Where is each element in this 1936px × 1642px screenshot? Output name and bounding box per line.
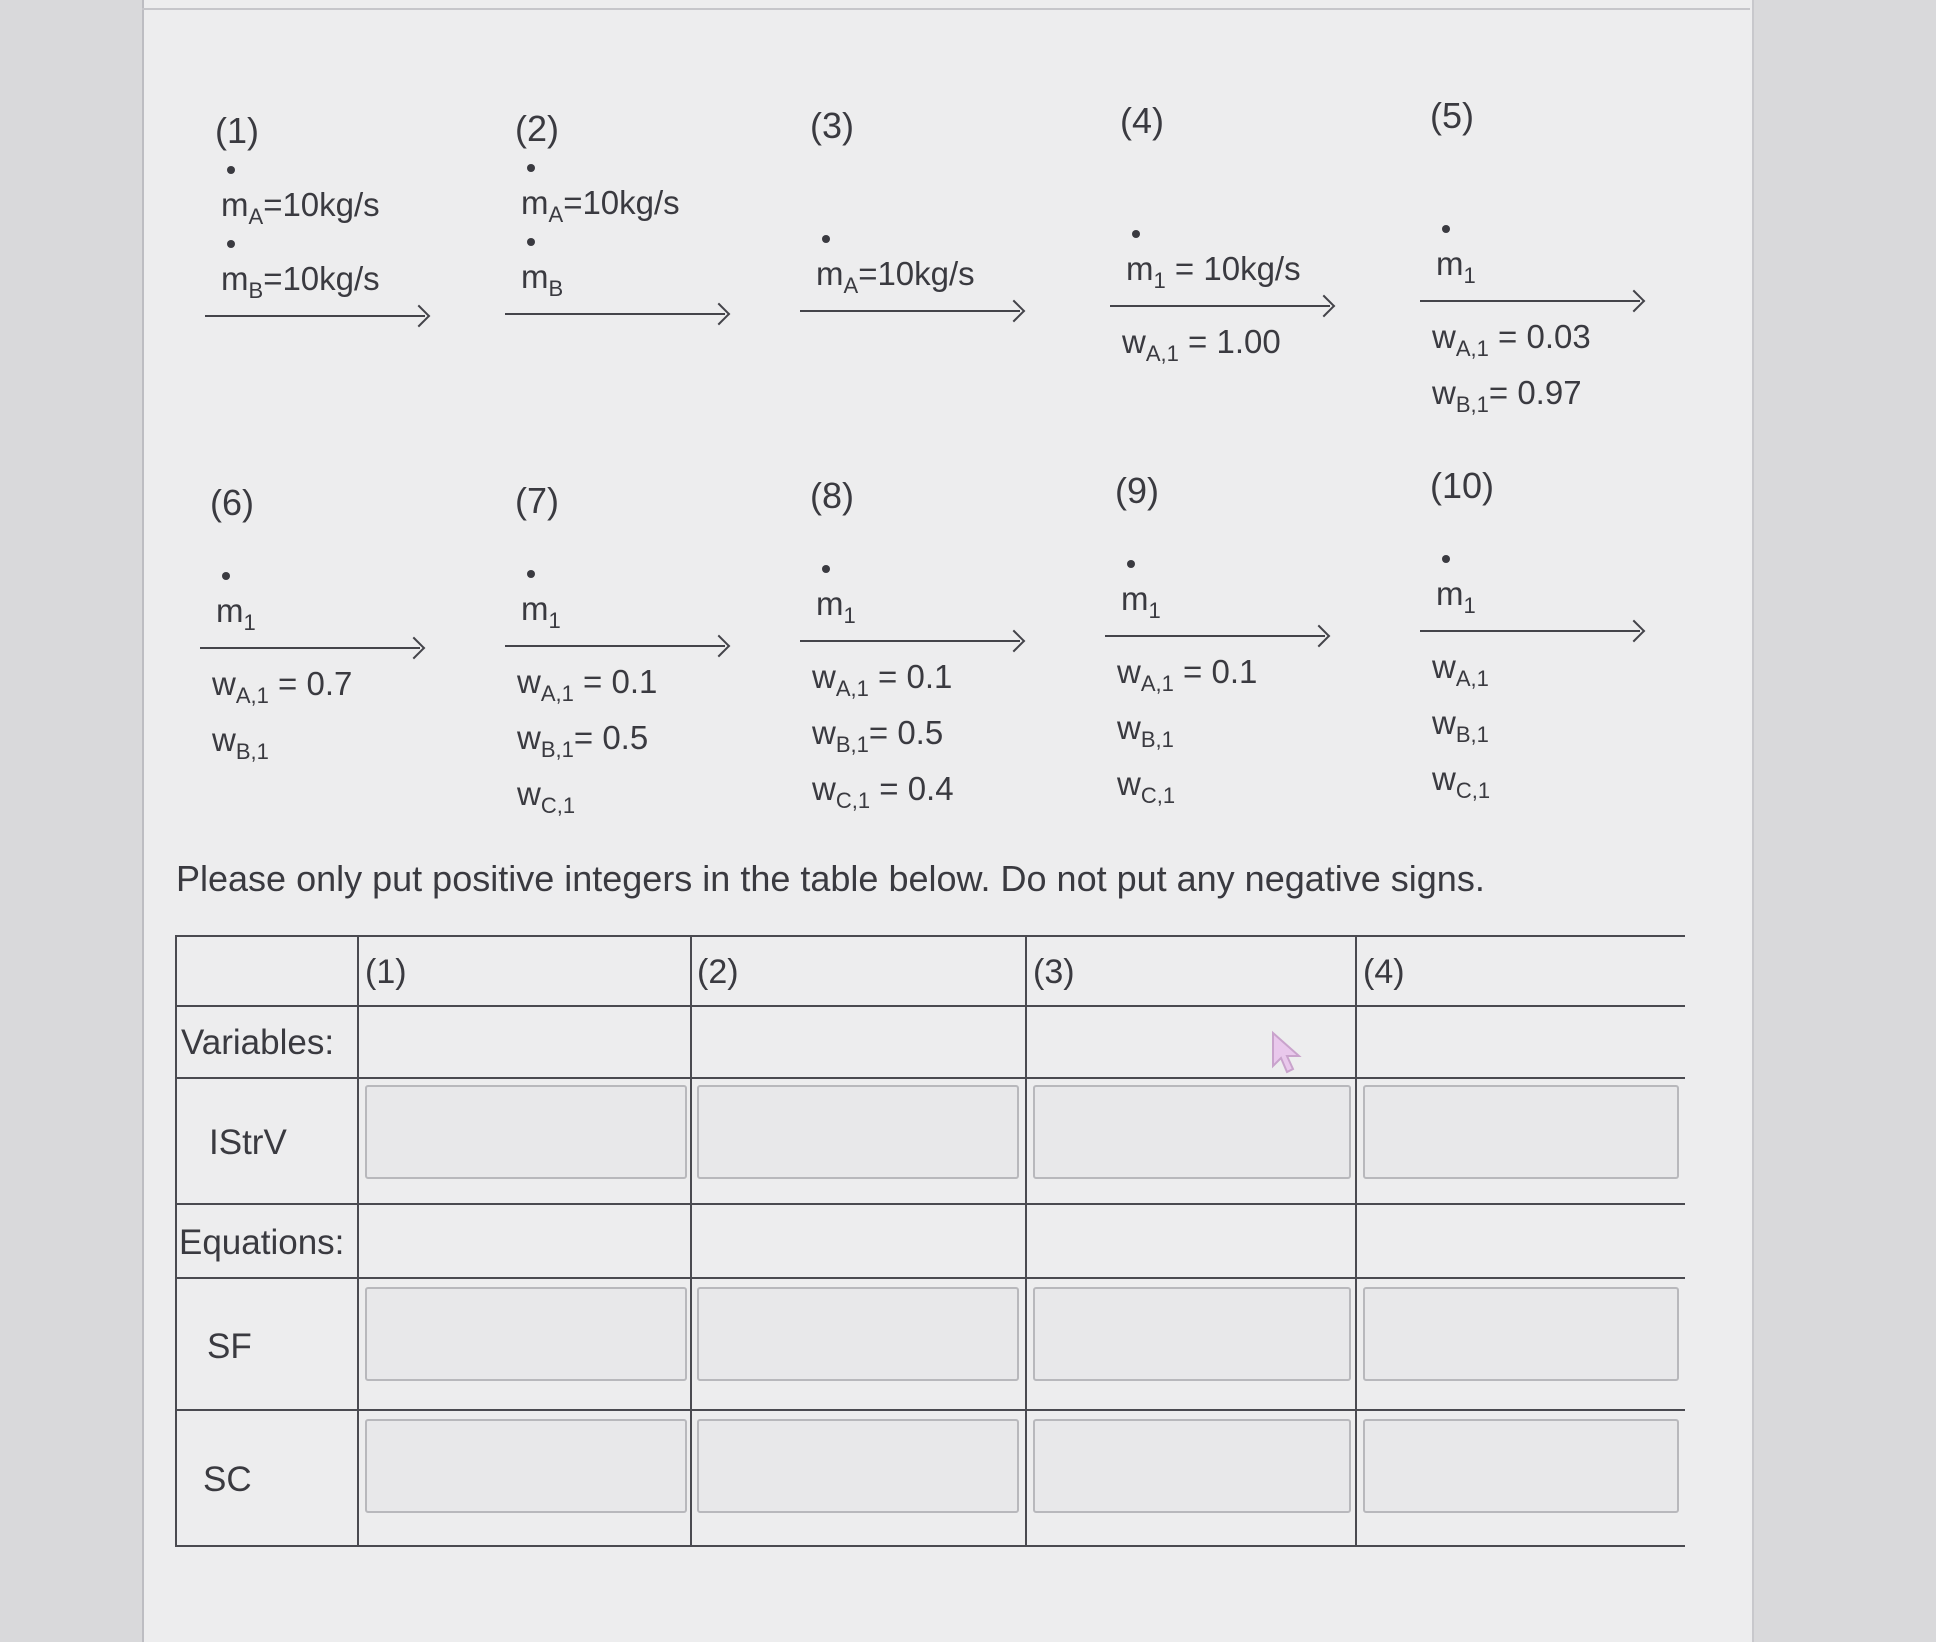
symbol: m [1436,245,1464,282]
istrv-input-1[interactable] [365,1085,687,1179]
subscript: 1 [548,608,561,633]
value: = 0.4 [870,770,954,807]
stream-arrow-icon [200,647,420,649]
fraction-label [812,770,954,814]
column-header-4: (4) [1363,953,1405,991]
symbol: w [517,719,541,756]
mouse-pointer-icon [1270,1030,1304,1076]
stream-arrow-icon [1110,305,1330,307]
sc-input-4[interactable] [1363,1419,1679,1513]
table-line [175,1077,1685,1079]
subscript: 1 [1153,268,1166,293]
table-line [175,935,177,1547]
fraction-label [1117,709,1174,753]
problem-number: (8) [810,475,854,516]
subscript: A,1 [235,683,269,708]
table-line [175,935,1685,937]
table-line [175,1203,1685,1205]
value: = 10kg/s [1165,250,1301,287]
fraction-label [1432,648,1489,692]
flow-dot-icon [527,570,535,578]
fraction-label [212,665,352,709]
flow-dot-icon [227,166,235,174]
stream-arrow-icon [1420,630,1640,632]
istrv-input-3[interactable] [1033,1085,1351,1179]
symbol: m [1126,250,1154,287]
subscript: C,1 [1455,778,1491,803]
stream-problem-3 [800,105,1040,485]
value: = 0.5 [868,714,944,751]
subscript: 1 [843,603,856,628]
fraction-label [1432,374,1582,418]
fraction-label [1432,704,1489,748]
answer-table [175,935,1685,1550]
value: = 1.00 [1178,323,1281,360]
flow-dot-icon [1442,555,1450,563]
flow-label [1126,250,1301,294]
flow-dot-icon [1442,225,1450,233]
value: = 0.97 [1488,374,1582,411]
sf-input-4[interactable] [1363,1287,1679,1381]
subscript: B,1 [1455,392,1489,417]
stream-problem-6 [200,482,440,862]
symbol: w [812,658,836,695]
flow-label [521,590,561,634]
sf-input-1[interactable] [365,1287,687,1381]
subscript: B,1 [1140,727,1174,752]
sc-input-3[interactable] [1033,1419,1351,1513]
top-divider [142,8,1750,10]
fraction-label [1117,653,1257,697]
flow-label [1121,580,1161,624]
flow-label [1436,245,1476,289]
symbol: w [1122,323,1146,360]
fraction-label [812,714,943,758]
subscript: A,1 [1455,336,1489,361]
istrv-input-2[interactable] [697,1085,1019,1179]
symbol: w [212,665,236,702]
subscript: A,1 [1140,671,1174,696]
sc-input-1[interactable] [365,1419,687,1513]
table-line [1355,935,1357,1547]
row-label-sf: SF [207,1327,252,1366]
symbol: m [816,585,844,622]
row-label-equations: Equations: [179,1223,345,1262]
fraction-label [812,658,952,702]
subscript: C,1 [1140,783,1176,808]
symbol: m [521,258,549,295]
value: =10kg/s [563,184,680,221]
flow-dot-icon [227,240,235,248]
subscript: A [548,202,564,227]
sf-input-3[interactable] [1033,1287,1351,1381]
problem-number: (10) [1430,465,1495,506]
stream-problem-4 [1110,100,1350,480]
problem-number: (2) [515,108,559,149]
subscript: A,1 [1455,666,1489,691]
problem-number: (5) [1430,95,1474,136]
istrv-input-4[interactable] [1363,1085,1679,1179]
problem-number: (9) [1115,470,1159,511]
value: = 0.1 [1173,653,1258,690]
flow-dot-icon [527,238,535,246]
symbol: w [517,775,541,812]
flow-label [816,585,856,629]
symbol: w [1117,765,1141,802]
column-header-1: (1) [365,953,407,991]
fraction-label [1117,765,1175,809]
row-label-variables: Variables: [181,1023,335,1062]
row-label-sc: SC [203,1460,252,1499]
symbol: m [1436,575,1464,612]
flow-dot-icon [822,235,830,243]
value: = 0.1 [868,658,953,695]
subscript: B,1 [540,737,574,762]
flow-label [521,184,680,228]
fraction-label [517,663,657,707]
flow-label [221,186,380,230]
symbol: w [1432,374,1456,411]
value: = 0.1 [573,663,658,700]
problem-number: (6) [210,482,254,523]
stream-arrow-icon [1105,635,1325,637]
column-header-3: (3) [1033,953,1075,991]
symbol: m [816,255,844,292]
flow-dot-icon [1127,560,1135,568]
flow-label [221,260,380,304]
stream-arrow-icon [1420,300,1640,302]
sc-input-2[interactable] [697,1419,1019,1513]
flow-dot-icon [222,572,230,580]
symbol: w [1432,760,1456,797]
fraction-label [1122,323,1281,367]
subscript: C,1 [835,788,871,813]
symbol: w [1432,318,1456,355]
symbol: m [1121,580,1149,617]
fraction-label [517,719,648,763]
subscript: 1 [1463,263,1476,288]
fraction-label [212,721,269,765]
table-line [175,1545,1685,1547]
column-header-2: (2) [697,953,739,991]
subscript: C,1 [540,793,576,818]
subscript: 1 [1463,593,1476,618]
symbol: w [812,714,836,751]
subscript: A,1 [540,681,574,706]
table-line [357,935,359,1547]
stream-arrow-icon [505,313,725,315]
subscript: B [548,276,564,301]
value: = 0.03 [1488,318,1591,355]
symbol: w [812,770,836,807]
problem-number: (4) [1120,100,1164,141]
subscript: B,1 [835,732,869,757]
subscript: B [248,278,264,303]
stream-problem-7 [505,480,745,860]
stream-arrow-icon [205,315,425,317]
stream-problem-10 [1420,465,1660,845]
stream-arrow-icon [800,640,1020,642]
stream-problem-5 [1420,95,1660,475]
subscript: A,1 [1145,341,1179,366]
subscript: 1 [243,610,256,635]
flow-label [1436,575,1476,619]
fraction-label [1432,318,1591,362]
value: =10kg/s [858,255,975,292]
symbol: m [221,260,249,297]
symbol: m [221,186,249,223]
flow-label [816,255,975,299]
table-line [175,1409,1685,1411]
row-label-istrv: IStrV [209,1123,287,1162]
subscript: A [248,204,264,229]
symbol: w [212,721,236,758]
value: = 0.7 [268,665,353,702]
sf-input-2[interactable] [697,1287,1019,1381]
value: = 0.5 [573,719,649,756]
stream-arrow-icon [800,310,1020,312]
symbol: w [1117,653,1141,690]
stream-problem-1 [205,110,445,490]
problem-number: (7) [515,480,559,521]
subscript: A,1 [835,676,869,701]
fraction-label [1432,760,1490,804]
flow-label [521,258,563,302]
flow-dot-icon [822,565,830,573]
symbol: w [1117,709,1141,746]
subscript: B,1 [1455,722,1489,747]
flow-dot-icon [527,164,535,172]
fraction-label [517,775,575,819]
problem-number: (1) [215,110,259,151]
subscript: A [843,273,859,298]
table-line [175,1277,1685,1279]
instruction-text: Please only put positive integers in the table below. Do not put any negative signs. [176,858,1485,899]
symbol: m [521,184,549,221]
subscript: 1 [1148,598,1161,623]
flow-label [216,592,256,636]
value: =10kg/s [263,260,380,297]
table-line [175,1005,1685,1007]
stream-problem-9 [1105,470,1345,850]
table-line [1025,935,1027,1547]
symbol: m [521,590,549,627]
table-line [690,935,692,1547]
symbol: w [517,663,541,700]
symbol: w [1432,704,1456,741]
stream-problem-8 [800,475,1040,855]
problem-number: (3) [810,105,854,146]
stream-problem-2 [505,108,745,488]
symbol: m [216,592,244,629]
symbol: w [1432,648,1456,685]
value: =10kg/s [263,186,380,223]
flow-dot-icon [1132,230,1140,238]
subscript: B,1 [235,739,269,764]
stream-arrow-icon [505,645,725,647]
